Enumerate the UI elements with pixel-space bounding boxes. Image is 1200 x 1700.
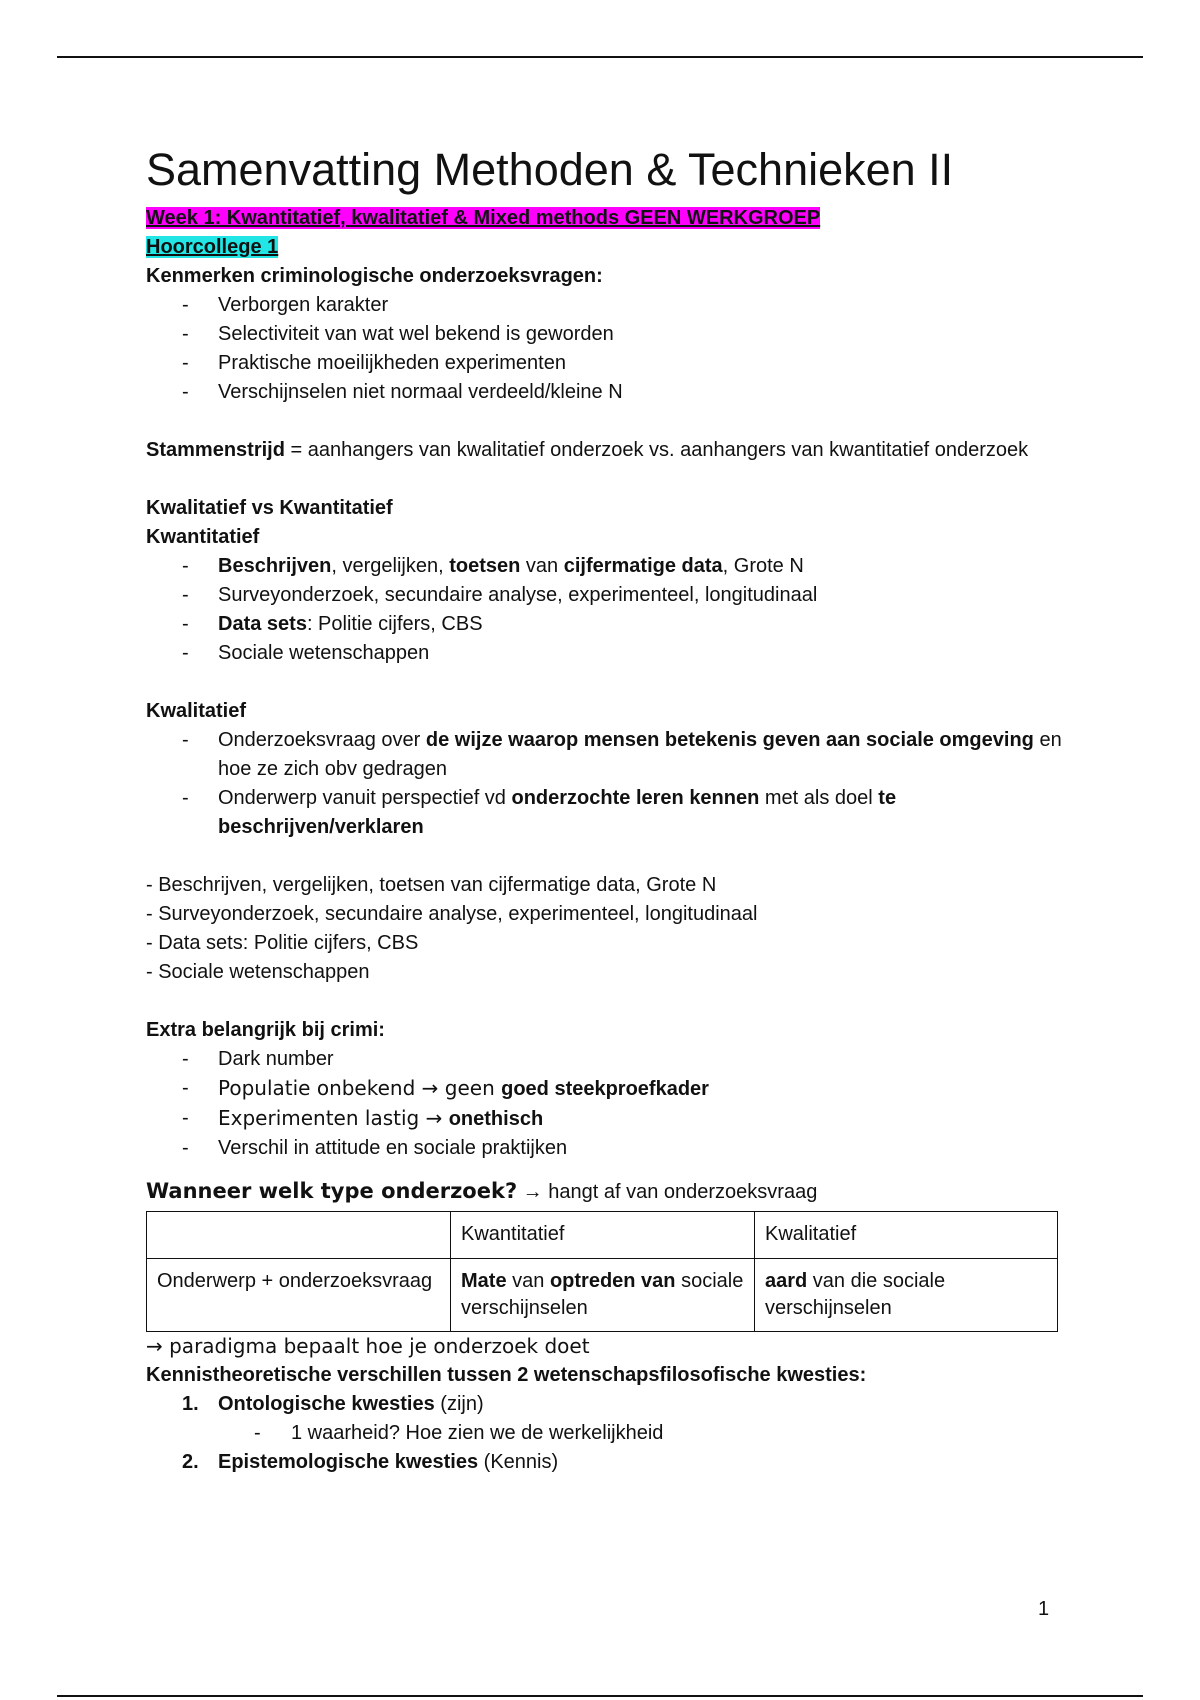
list-item: - Verschil in attitude en sociale praktijken [146,1134,1066,1163]
wanneer-heading: Wanneer welk type onderzoek? → hangt af van onderzoeksvraag [146,1179,818,1203]
kwalitatief-heading: Kwalitatief [146,700,247,722]
list-item: - Populatie onbekend → geen goed steekproefkader [146,1074,1066,1104]
comparison-table [146,1211,1058,1332]
list-item: - Data sets: Politie cijfers, CBS [146,610,1066,639]
list-item: 1. Ontologische kwesties (zijn) [182,1393,484,1415]
table-header-cell [147,1212,451,1259]
plain-list-item: - Surveyonderzoek, secundaire analyse, experimenteel, longitudinaal [146,903,758,925]
table-cell: Mate van optreden van sociale verschijnselen [451,1259,755,1332]
kenmerken-list [146,291,1066,407]
kennis-list-2 [146,1448,1066,1477]
table-header-cell: Kwantitatief [451,1212,755,1259]
page-number: 1 [1038,1598,1050,1620]
kennis-heading: Kennistheoretische verschillen tussen 2 wetenschapsfilosofische kwesties: [146,1364,867,1386]
kwantitatief-list [146,552,1066,668]
table-row [147,1259,1058,1332]
table-header-cell: Kwalitatief [755,1212,1058,1259]
kennis-list [146,1390,1066,1419]
plain-list-item: - Data sets: Politie cijfers, CBS [146,932,419,954]
list-item: - Verschijnselen niet normaal verdeeld/kleine N [146,378,1066,407]
kwalitatief-list [146,726,1066,842]
extra-list [146,1045,1066,1163]
kwantitatief-heading: Kwantitatief [146,526,260,548]
list-item: - Experimenten lastig → onethisch [146,1104,1066,1134]
extra-heading: Extra belangrijk bij crimi: [146,1019,385,1041]
list-item: - Praktische moeilijkheden experimenten [146,349,1066,378]
list-item: - Onderwerp vanuit perspectief vd onderzochte leren kennen met als doel te beschrijven/verklaren [146,784,1066,842]
bottom-rule [57,1695,1143,1697]
document-body [146,140,1066,1477]
plain-list-item: - Beschrijven, vergelijken, toetsen van cijfermatige data, Grote N [146,874,717,896]
list-item: - 1 waarheid? Hoe zien we de werkelijkheid [146,1419,1066,1448]
list-item: - Dark number [146,1045,1066,1074]
list-item: 2. Epistemologische kwesties (Kennis) [182,1451,559,1473]
list-item: - Sociale wetenschappen [146,639,1066,668]
table-cell: Onderwerp + onderzoeksvraag [147,1259,451,1332]
list-item: - Surveyonderzoek, secundaire analyse, experimenteel, longitudinaal [146,581,1066,610]
stammenstrijd-paragraph: Stammenstrijd = aanhangers van kwalitatief onderzoek vs. aanhangers van kwantitatief onderzoek [146,439,1029,461]
kennis-sublist [146,1419,1066,1448]
table-cell: aard van die sociale verschijnselen [755,1259,1058,1332]
top-rule [57,56,1143,58]
week-heading: Week 1: Kwantitatief, kwalitatief & Mixed methods GEEN WERKGROEP [146,207,821,229]
lecture-heading: Hoorcollege 1 [146,236,279,258]
page-title: Samenvatting Methoden & Technieken II [146,144,954,195]
kenmerken-heading: Kenmerken criminologische onderzoeksvragen: [146,265,603,287]
kwal-vs-kwan-heading: Kwalitatief vs Kwantitatief [146,497,393,519]
plain-list-item: - Sociale wetenschappen [146,961,370,983]
list-item: - Onderzoeksvraag over de wijze waarop mensen betekenis geven aan sociale omgeving en hoe ze zich obv gedragen [146,726,1066,784]
list-item: - Selectiviteit van wat wel bekend is geworden [146,320,1066,349]
list-item: - Beschrijven, vergelijken, toetsen van cijfermatige data, Grote N [146,552,1066,581]
paradigma-note: → paradigma bepaalt hoe je onderzoek doet [146,1334,590,1358]
list-item: - Verborgen karakter [146,291,1066,320]
plain-list [146,871,1066,987]
table-header-row [147,1212,1058,1259]
